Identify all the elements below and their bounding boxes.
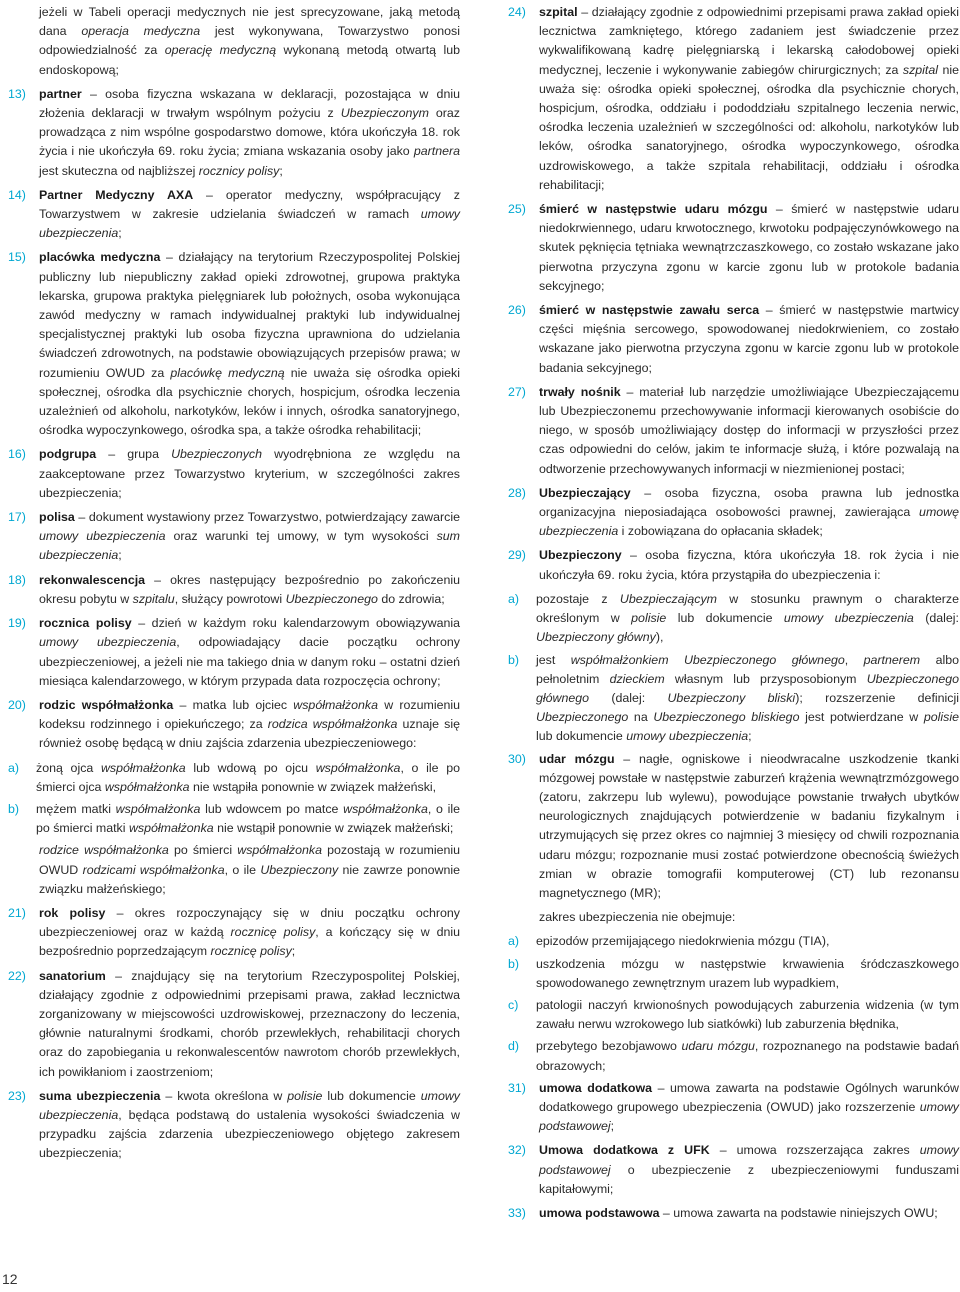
item-text: uszkodzenia mózgu w następstwie krwawienia śródczaszkowego spowodowanego zewnętrznym urazem lub wypadkiem, (536, 956, 959, 990)
item-number: 33) (508, 1205, 526, 1220)
item-text: żoną ojca współmałżonka lub wdową po ojcu współmałżonka, o ile po śmierci ojca współmałżonka nie wstąpiła ponownie w związek małżeński, (36, 760, 460, 794)
item-number: a) (508, 934, 520, 949)
item-text: rekonwalescencja – okres następujący bezpośrednio po zakończeniu okresu pobytu w szpitalu, służący powrotowi Ubezpieczonego do zdrowia; (39, 572, 460, 606)
item-text: jeżeli w Tabeli operacji medycznych nie jest sprecyzowane, jaką metodą dana operacja medyczna jest wykonywana, Towarzystwo ponosi odpowiedzialność za operację medyczną wykonaną metodą otwartą lub endoskopową; (39, 5, 460, 77)
definition-item (8, 248, 460, 440)
item-text: epizodów przemijającego niedokrwienia mózgu (TIA), (536, 934, 830, 949)
item-number: 27) (508, 384, 526, 399)
sub-item (8, 800, 460, 838)
item-text: udar mózgu – nagłe, ogniskowe i nieodwracalne uszkodzenie tkanki mózgowej powstałe w następstwie zaburzeń krążenia wewnątrzmózgowego (zatoru, zakrzepu lub wylewu), powodujące powstanie trwałych ubytków neurologicznych znajdujących potwierdzenie w badaniu fizykalnym i utrzymujących się przez okres co najmniej 3 miesięcy od chwili rozpoznania udaru mózgu; rozpoznanie musi zostać potwierdzone obecnością świeżych zmian w obrazie tomografii komputerowej (CT) lub rezonansu magnetycznego (MR); (539, 751, 960, 900)
definition-item (8, 186, 460, 244)
item-number: 18) (8, 572, 26, 587)
definition-item (508, 1079, 959, 1137)
definition-item (508, 301, 959, 378)
item-number: 30) (508, 751, 526, 766)
item-text: sanatorium – znajdujący się na terytorium Rzeczypospolitej Polskiej, działający zgodnie z odpowiednimi przepisami prawa, zakład lecznictwa zorganizowany w miejscowości uzdrowiskowej, przeznaczony do leczenia, głównie naturalnymi środkami, chorób przewlekłych, rehabilitacji chorych oraz do zapobiegania u rekonwalescentów nawrotom chorób przewlekłych, ich powikłaniom i zaostrzeniom; (39, 968, 460, 1079)
item-number: a) (8, 760, 20, 775)
definition-item (8, 1087, 460, 1164)
definition-item (508, 3, 959, 195)
item-number: 31) (508, 1080, 526, 1095)
item-text: śmierć w następstwie udaru mózgu – śmierć w następstwie udaru niedokrwiennego, udaru krwotocznego, krwotoku podpajęczynówkowego na skutek pęknięcia tętniaka wewnątrzczaszkowego, co zostało wskazane jako pierwotna przyczyna zgonu w karcie zgonu lub w protokole badania sekcyjnego; (539, 202, 959, 293)
item-number: 32) (508, 1143, 526, 1158)
item-text: patologii naczyń krwionośnych powodujących zaburzenia widzenia (w tym zawału nerwu wzrokowego lub siatkówki) lub zaburzenia błędnika, (536, 997, 959, 1032)
item-number: 26) (508, 303, 526, 318)
item-number: 24) (508, 5, 526, 19)
sub-item (8, 759, 460, 797)
item-number: 20) (8, 697, 26, 712)
item-number: 13) (8, 86, 26, 101)
item-text: rocznica polisy – dzień w każdym roku kalendarzowym obowiązywania umowy ubezpieczenia, odpowiadający dacie początku ochrony ubezpieczeniowej, a jeżeli nie ma takiego dnia w danym roku – ostatni dzień miesiąca kalendarzowego, w którym przypada data rozpoczęcia ochrony; (39, 616, 460, 688)
item-number: 22) (8, 968, 26, 983)
item-text: partner – osoba fizyczna wskazana w deklaracji, pozostająca w dniu złożenia deklaracji w trwałym wspólnym pożyciu z Ubezpieczonym oraz prowadząca z nim wspólne gospodarstwo domowe, która ukończyła 18. rok życia i nie ukończyła 69. roku życia; zmiana wskazania osoby jako partnera jest skuteczna od najbliższej rocznicy polisy; (39, 86, 460, 178)
item-text: mężem matki współmałżonka lub wdowcem po matce współmałżonka, o ile po śmierci matki współmałżonka nie wstąpił ponownie w związek małżeński; (36, 801, 461, 836)
definition-item (508, 546, 959, 584)
right-column (508, 3, 959, 1228)
paragraph (508, 908, 959, 927)
item-number: 29) (508, 548, 526, 563)
item-number: 25) (508, 202, 526, 217)
item-text: umowa dodatkowa – umowa zawarta na podstawie Ogólnych warunków dodatkowego grupowego ubezpieczenia (OWUD) jako rozszerzenie umowy podstawowej; (539, 1080, 959, 1134)
item-text: rodzice współmałżonka po śmierci współmałżonka pozostają w rozumieniu OWUD rodzicami współmałżonka, o ile Ubezpieczony nie zawrze ponownie związku małżeńskiego; (39, 843, 460, 896)
sub-item (508, 1037, 959, 1075)
item-number: 16) (8, 447, 26, 462)
item-number: 23) (8, 1088, 26, 1103)
sub-item (508, 590, 959, 648)
definition-item (8, 614, 460, 691)
paragraph (8, 841, 460, 899)
definition-item (508, 750, 959, 904)
item-text: podgrupa – grupa Ubezpieczonych wyodrębniona ze względu na zaakceptowane przez Towarzystwo kryterium, w szczególności zakres ubezpieczenia; (39, 447, 460, 500)
definition-item (508, 383, 959, 479)
item-text: przebytego bezobjawowo udaru mózgu, rozpoznanego na podstawie badań obrazowych; (536, 1039, 960, 1073)
definition-item (8, 904, 460, 962)
paragraph (8, 3, 460, 80)
item-number: b) (8, 801, 20, 816)
item-text: pozostaje z Ubezpieczającym w stosunku prawnym o charakterze określonym w polisie lub dokumencie umowy ubezpieczenia (dalej: Ubezpieczony główny), (536, 591, 959, 645)
item-text: śmierć w następstwie zawału serca – śmierć w następstwie martwicy części mięśnia sercowego, spowodowanej niedokrwieniem, co zostało wskazane jako pierwotna przyczyna zgonu w karcie zgonu lub w protokole badania sekcyjnego; (539, 303, 959, 375)
item-text: rodzic współmałżonka – matka lub ojciec współmałżonka w rozumieniu kodeksu rodzinnego i opiekuńczego; za rodzica współmałżonka uznaje się również osobę będącą w dniu zajścia zdarzenia ubezpieczeniowego: (39, 697, 461, 751)
item-number: 19) (8, 616, 26, 631)
sub-item (508, 932, 959, 951)
item-text: suma ubezpieczenia – kwota określona w polisie lub dokumencie umowy ubezpieczenia, będąca podstawą do ustalenia wysokości świadczenia w przypadku zajścia zdarzenia ubezpieczeniowego objętego zakresem ubezpieczenia; (39, 1088, 460, 1161)
item-number: 15) (8, 250, 26, 265)
item-number: b) (508, 652, 520, 667)
definition-item (8, 696, 460, 754)
definition-item (8, 445, 460, 503)
item-text: rok polisy – okres rozpoczynający się w dniu początku ochrony ubezpieczeniowej oraz w każdą rocznicę polisy, a kończący się w dniu bezpośrednio poprzedzającym rocznicę polisy; (39, 905, 460, 959)
item-text: umowa podstawowa – umowa zawarta na podstawie niniejszych OWU; (539, 1205, 938, 1220)
item-text: placówka medyczna – działający na terytorium Rzeczypospolitej Polskiej publiczny lub niepubliczny zakład opieki zdrowotnej, grupowa praktyka lekarska, grupowa praktyka pielęgniarek lub położnych, osoba wykonująca zawód medyczny w ramach indywidualnej praktyki lub indywidualnej specjalistycznej praktyki lub osoba fizyczna uprawniona do udzielania świadczeń zdrowotnych, na podstawie obowiązujących przepisów prawa; w rozumieniu OWUD za placówkę medyczną nie uważa się ośrodka opieki społecznej, ośrodka dla psychicznie chorych, hospicjum, ośrodka leczenia uzależnień od alkoholu, narkotyków, leków i innych, ośrodka sanatoryjnego, ośrodka wypoczynkowego, ośrodka spa, a także ośrodka rehabilitacji; (39, 250, 461, 438)
sub-item (508, 996, 959, 1034)
page-number: 12 (2, 1271, 18, 1287)
definition-item (508, 1204, 959, 1223)
item-number: b) (508, 956, 520, 971)
sub-item (508, 955, 959, 993)
item-text: trwały nośnik – materiał lub narzędzie umożliwiające Ubezpieczającemu lub Ubezpieczonemu przechowywanie informacji kierowanych osobiście do niego, w sposób umożliwiający dostęp do informacji w przyszłości przez czas odpowiedni do celów, jakim te informacje służą, i które pozwalają na odtworzenie przechowywanych informacji w niezmienionej postaci; (539, 384, 960, 476)
definition-item (508, 1141, 959, 1199)
left-column (8, 3, 460, 1169)
definition-item (8, 508, 460, 566)
item-number: 21) (8, 905, 26, 920)
item-number: 17) (8, 510, 26, 525)
definition-item (508, 484, 959, 542)
item-text: szpital – działający zgodnie z odpowiednimi przepisami prawa zakład opieki lecznictwa zamkniętego, którego zadaniem jest świadczenie przez wykwalifikowaną kadrę pielęgniarską i lekarską całodobowej opieki medycznej, leczenie i wykonywanie zabiegów chirurgicznych; za szpital nie uważa się: ośrodka opieki społecznej, ośrodka dla psychicznie chorych, hospicjum, ośrodka, oddziału i pododdziału szpitalnego leczenia nerwic, ośrodka leczenia uzależnień w szczególności od: alkoholu, narkotyków lub leków, ośrodka sanatoryjnego, ośrodka wypoczynkowego, ośrodka uzdrowiskowego, a także szpitala rehabilitacji, oddziału i ośrodka rehabilitacji; (539, 5, 959, 192)
item-text: jest współmałżonkiem Ubezpieczonego głównego, partnerem albo pełnoletnim dzieckiem własnym lub przysposobionym Ubezpieczonego głównego (dalej: Ubezpieczony bliski); rozszerzenie definicji Ubezpieczonego na Ubezpieczonego bliskiego jest potwierdzane w polisie lub dokumencie umowy ubezpieczenia; (536, 652, 960, 744)
item-text: polisa – dokument wystawiony przez Towarzystwo, potwierdzający zawarcie umowy ubezpieczenia oraz warunki tej umowy, w tym wysokości sum ubezpieczenia; (39, 510, 460, 563)
item-number: c) (508, 997, 519, 1012)
item-text: Umowa dodatkowa z UFK – umowa rozszerzająca zakres umowy podstawowej o ubezpieczenie z ubezpieczeniowymi funduszami kapitałowymi; (539, 1143, 959, 1196)
definition-item (508, 200, 959, 296)
item-number: 14) (8, 187, 26, 202)
definition-item (8, 967, 460, 1082)
definition-item (8, 571, 460, 609)
item-number: d) (508, 1039, 520, 1054)
item-text: Partner Medyczny AXA – operator medyczny, współpracujący z Towarzystwem w zakresie udzielania świadczeń w ramach umowy ubezpieczenia; (39, 187, 460, 241)
definition-item (8, 85, 460, 181)
item-number: a) (508, 591, 520, 606)
item-number: 28) (508, 485, 526, 500)
item-text: Ubezpieczający – osoba fizyczna, osoba prawna lub jednostka organizacyjna nieposiadająca osobowości prawnej, zawierająca umowę ubezpieczenia i zobowiązana do opłacania składek; (539, 485, 959, 539)
item-text: Ubezpieczony – osoba fizyczna, która ukończyła 18. rok życia i nie ukończyła 69. roku życia, która przystąpiła do ubezpieczenia i: (539, 548, 959, 582)
item-text: zakres ubezpieczenia nie obejmuje: (539, 910, 736, 925)
sub-item (508, 651, 959, 747)
